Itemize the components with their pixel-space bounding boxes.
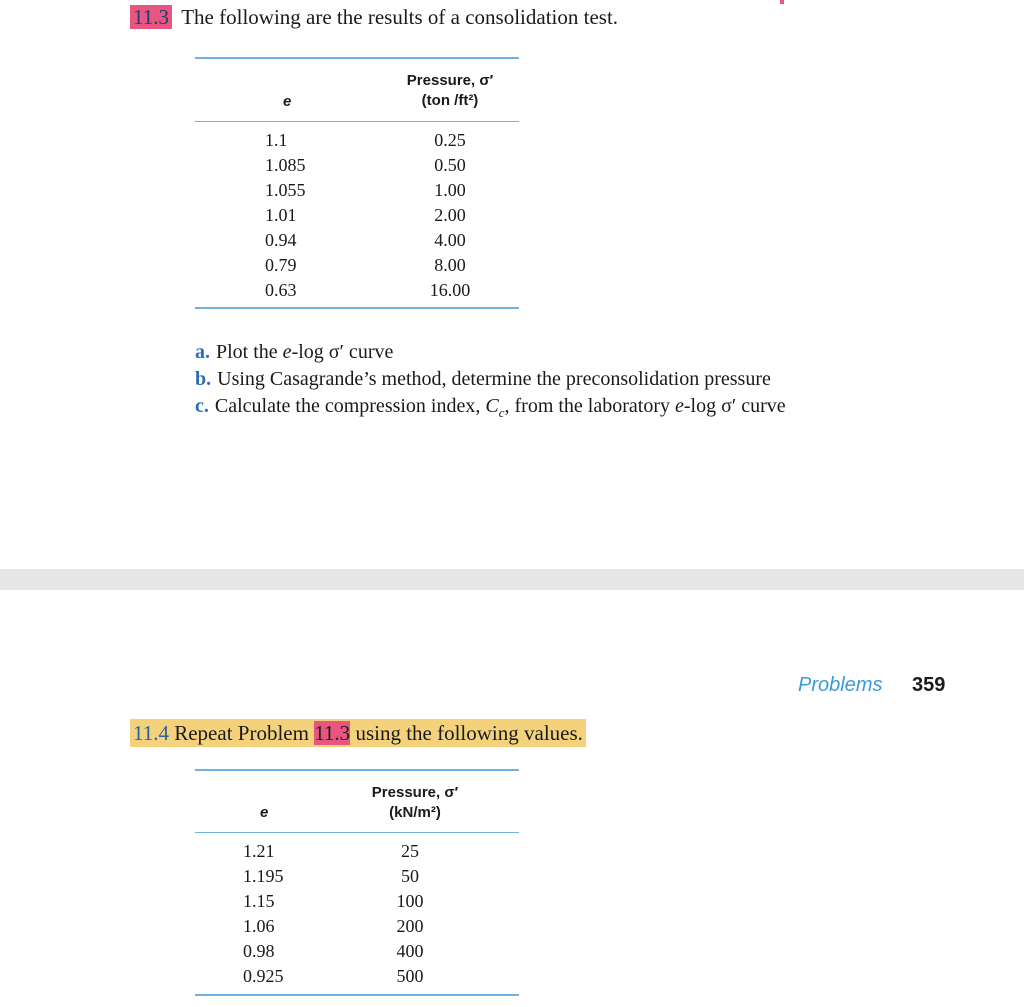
table-cell: 1.085: [265, 155, 306, 175]
table2-pressure-column: [375, 839, 445, 989]
problem-11-3-items: [195, 339, 786, 426]
table-cell: 1.195: [243, 866, 284, 886]
item-text: Using Casagrande’s method, determine the preconsolidation pressure: [217, 368, 771, 390]
item-italic-e: e: [282, 341, 292, 363]
problem-11-4-highlight: [130, 719, 586, 747]
table1-header-pressure-line1: Pressure, σ′: [406, 72, 494, 89]
table-cell: 1.15: [243, 891, 275, 911]
table-cell: 8.00: [434, 255, 466, 275]
item-cc: C: [485, 395, 499, 417]
table-cell: 0.25: [434, 130, 466, 150]
item-text: , from the laboratory: [504, 395, 675, 417]
table-cell: 0.925: [243, 966, 284, 986]
table-cell: 2.00: [434, 205, 466, 225]
item-c: [195, 393, 786, 426]
table1-pressure-column: [405, 128, 495, 303]
table1-e-column: [265, 128, 306, 303]
table2-header-e: e: [260, 804, 269, 821]
item-italic-e: e: [675, 395, 684, 417]
problem-statement: Repeat Problem: [174, 721, 315, 745]
table-cell: 0.63: [265, 280, 297, 300]
item-text: -log σ′ curve: [683, 395, 786, 417]
running-head: Problems: [798, 674, 883, 696]
table-cell: 4.00: [434, 230, 466, 250]
table2-header-pressure-line1: Pressure, σ′: [371, 784, 459, 801]
table2-header-pressure: [350, 783, 480, 823]
table2-bottom-rule: [195, 994, 519, 996]
problem-11-4-heading: [130, 721, 586, 746]
item-b: [195, 366, 786, 393]
problem-reference: 11.3: [314, 721, 351, 745]
table1-bottom-rule: [195, 307, 519, 309]
table-cell: 16.00: [429, 280, 471, 300]
table-cell: 25: [401, 841, 419, 861]
table-cell: 0.94: [265, 230, 297, 250]
page-break-gap: [0, 569, 1024, 590]
table-cell: 1.00: [434, 180, 466, 200]
table-cell: 0.98: [243, 941, 275, 961]
table-cell: 1.1: [265, 130, 288, 150]
item-a: [195, 339, 786, 366]
table-cell: 200: [396, 916, 424, 936]
table-cell: 100: [396, 891, 424, 911]
item-text: Calculate the compression index,: [214, 395, 486, 417]
problem-statement: The following are the results of a consolidation test.: [181, 5, 619, 29]
table1-top-rule: [195, 57, 519, 59]
table1-header-e: e: [283, 93, 292, 110]
item-text: -log σ′ curve: [291, 341, 394, 363]
table1-header-rule: [195, 121, 519, 122]
item-letter: b.: [195, 368, 212, 390]
table2-e-column: [243, 839, 284, 989]
table-cell: 1.06: [243, 916, 275, 936]
table-cell: 0.79: [265, 255, 297, 275]
table1-header-pressure-line2: (ton /ft²): [421, 92, 479, 109]
page-number: 359: [912, 674, 946, 696]
problem-11-3-heading: [130, 5, 618, 30]
problem-number: 11.4: [133, 721, 169, 745]
table-cell: 1.01: [265, 205, 297, 225]
item-letter: c.: [195, 395, 209, 417]
table2-header-rule: [195, 832, 519, 833]
item-cc-subscript: c: [498, 405, 505, 420]
table-cell: 400: [396, 941, 424, 961]
table2-top-rule: [195, 769, 519, 771]
table2-header-pressure-line2: (kN/m²): [389, 804, 441, 821]
problem-statement: using the following values.: [350, 721, 583, 745]
table-cell: 0.50: [434, 155, 466, 175]
problem-number: 11.3: [130, 5, 172, 29]
table1-header-pressure: [380, 71, 520, 111]
table-cell: 1.055: [265, 180, 306, 200]
table-cell: 500: [396, 966, 424, 986]
table-cell: 1.21: [243, 841, 275, 861]
item-letter: a.: [195, 341, 210, 363]
top-edge-mark: [780, 0, 784, 4]
item-text: Plot the: [216, 341, 283, 363]
table-cell: 50: [401, 866, 419, 886]
